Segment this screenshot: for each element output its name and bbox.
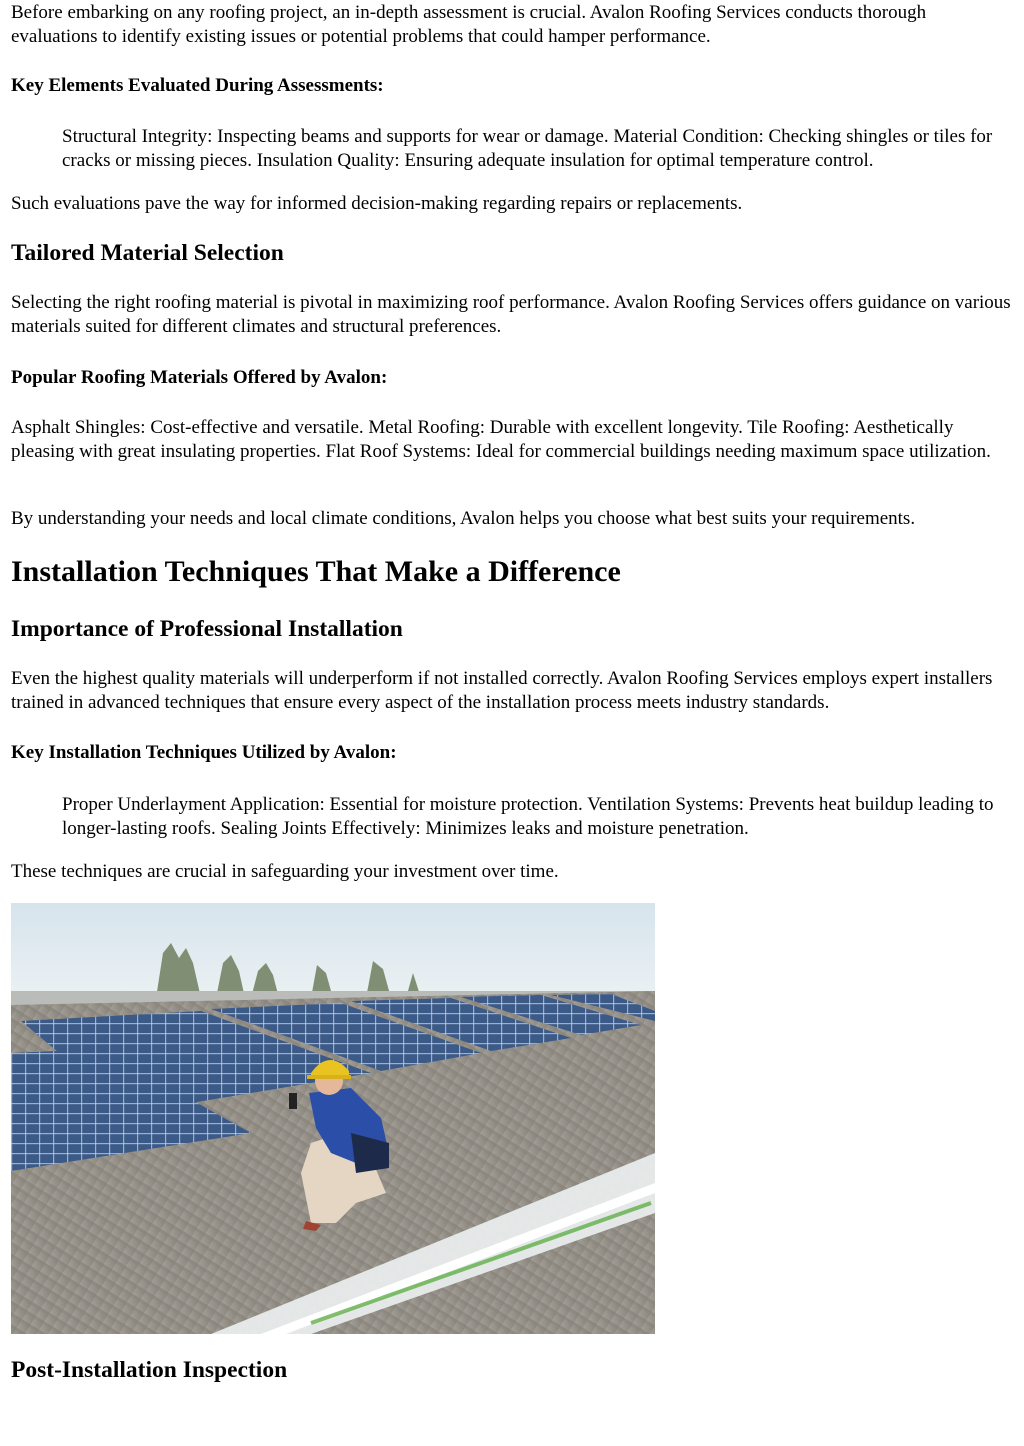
material-heading: Tailored Material Selection: [11, 240, 284, 266]
techniques-summary: These techniques are crucial in safeguarding your investment over time.: [11, 861, 559, 882]
materials-list: Asphalt Shingles: Cost-effective and versatile. Metal Roofing: Durable with excellent longevity. Tile Roofing: Aesthetically pleasing with great insulating properties. Flat Roof Systems: Ideal for commercial buildings needing maximum space utilization.: [11, 417, 991, 462]
installation-heading: Installation Techniques That Make a Difference: [11, 555, 621, 588]
post-installation-heading: Post-Installation Inspection: [11, 1357, 288, 1383]
professional-paragraph: Even the highest quality materials will underperform if not installed correctly. Avalon Roofing Services employs expert installers trained in advanced techniques that ensure every aspect of the installation process meets industry standards.: [11, 668, 993, 713]
materials-heading: Popular Roofing Materials Offered by Avalon:: [11, 367, 388, 388]
material-paragraph: Selecting the right roofing material is pivotal in maximizing roof performance. Avalon Roofing Services offers guidance on various materials suited for different climates and structural preferences.: [11, 292, 1011, 337]
assessments-list: Structural Integrity: Inspecting beams and supports for wear or damage. Material Condition: Checking shingles or tiles for cracks or missing pieces. Insulation Quality: Ensuring adequate insulation for optimal temperature control.: [62, 126, 993, 171]
roof-solar-worker-photo: [11, 903, 655, 1334]
techniques-list: Proper Underlayment Application: Essential for moisture protection. Ventilation Systems: Prevents heat buildup leading to longer-lasting roofs. Sealing Joints Effectively: Minimizes leaks and moisture penetration.: [62, 794, 994, 839]
professional-heading: Importance of Professional Installation: [11, 616, 403, 642]
assessments-heading: Key Elements Evaluated During Assessments:: [11, 75, 384, 96]
techniques-heading: Key Installation Techniques Utilized by Avalon:: [11, 742, 397, 763]
assessments-summary: Such evaluations pave the way for informed decision-making regarding repairs or replacements.: [11, 193, 743, 214]
intro-paragraph: Before embarking on any roofing project, an in-depth assessment is crucial. Avalon Roofing Services conducts thorough evaluations to identify existing issues or potential problems that could hamper performance.: [11, 2, 927, 47]
materials-summary: By understanding your needs and local climate conditions, Avalon helps you choose what best suits your requirements.: [11, 508, 916, 529]
